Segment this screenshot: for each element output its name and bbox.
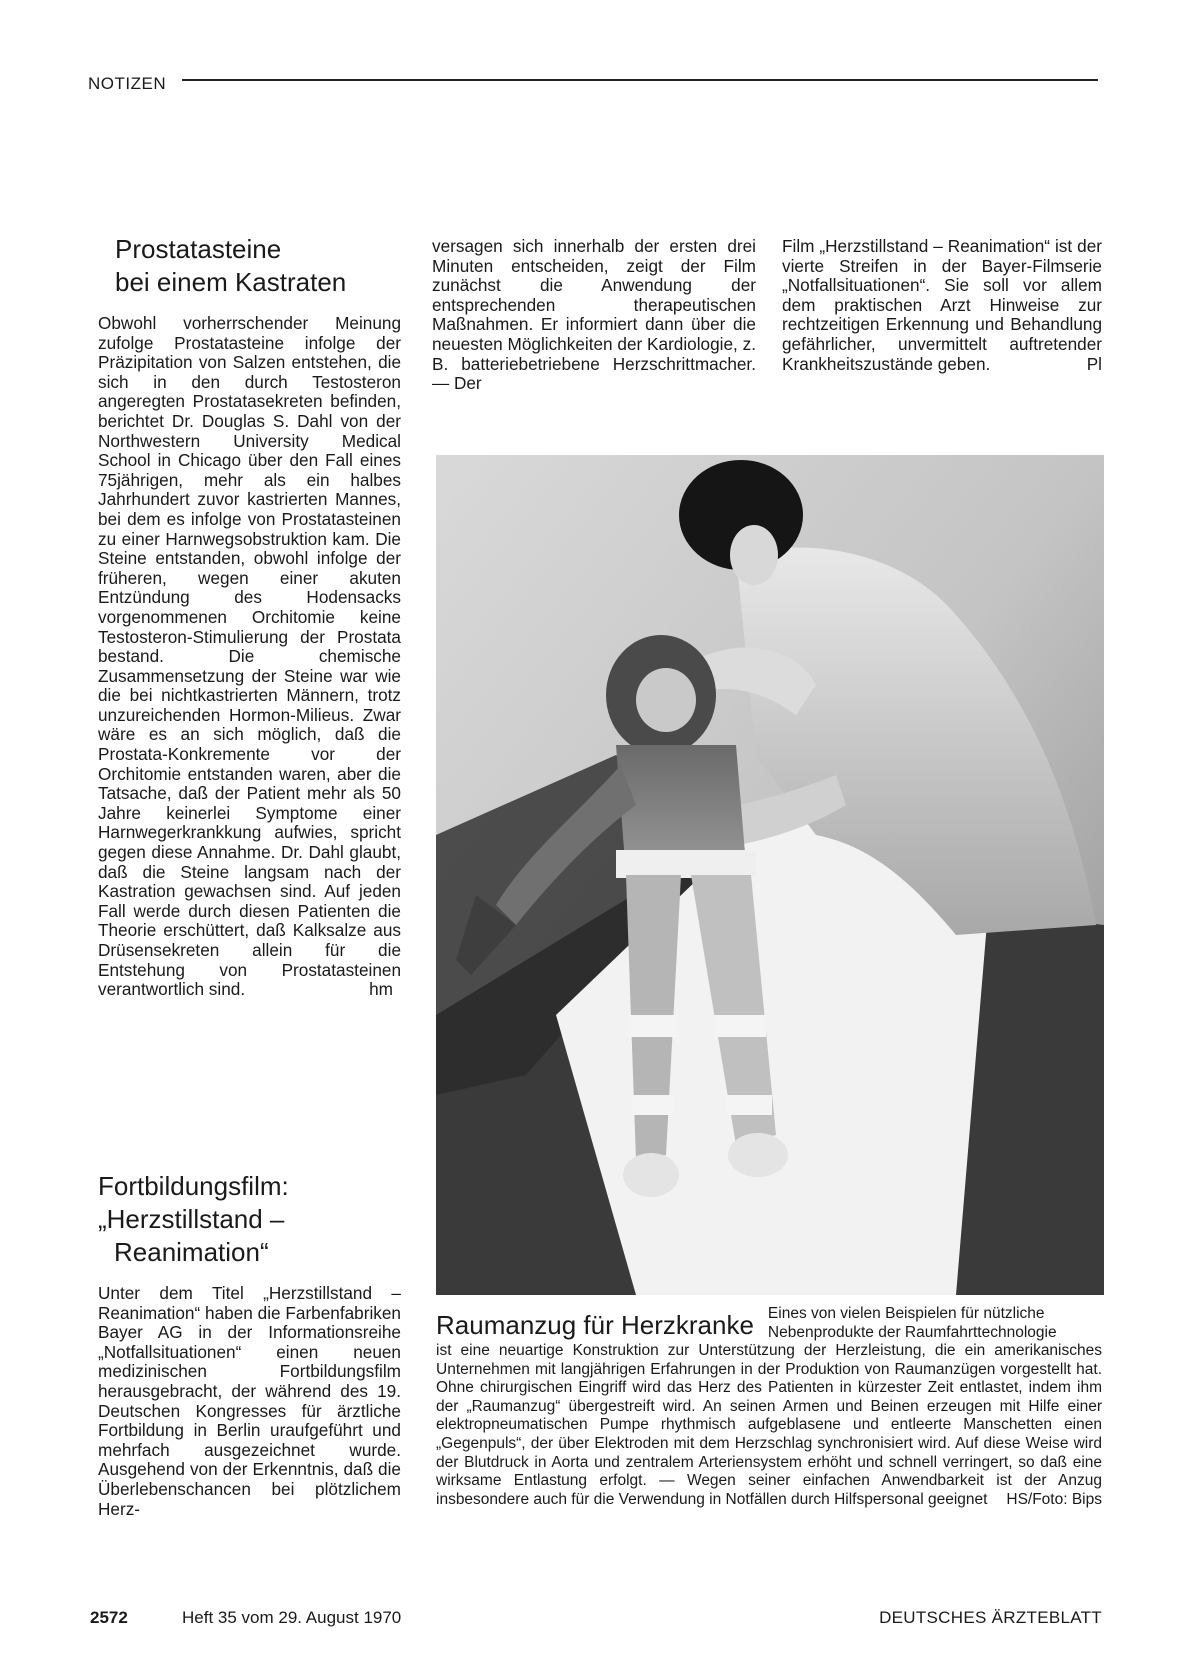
caption-lead: Eines von vielen Beispielen für nützliche Nebenprodukte der Raumfahrttechnologie [767,1305,1057,1341]
article2-body-col1 [98,1284,401,1519]
article2-title-line3: Reanimation“ [114,1237,269,1267]
caption-text-block [436,1342,1102,1509]
article2-body-col3 [782,237,1102,374]
article2-title-line2: „Herzstillstand – [98,1204,285,1234]
caption-text: ist eine neuartige Konstruktion zur Unterstützung der Herzleistung, die ein amerikanisches Unternehmen mit langjährigen Erfahrungen in der Produktion von Raumanzügen vorgestellt hat. Ohne chirurgischen Eingriff wird das Herz des Patienten in kürzester Zeit entlastet, indem ihm der „Raumanzug“ übergestreift wird. An seinen Armen und Beinen erzeugen mit Hilfe einer elektropneumatischen Pumpe rhythmisch aufgeblasene und entleerte Manschetten einen „Gegenpuls“, der über Elektroden mit dem Herzschlag synchronisiert wird. Auf diese Weise wird der Blutdruck in Aorta und zentralem Arteriensystem erhöht und schnell verringert, so daß eine wirksame Entlastung erfolgt. — Wegen seiner einfachen Anwendbarkeit ist der Anzug insbesondere auch für die Verwendung in Notfällen durch Hilfspersonal geeignet [436,1342,1102,1508]
article2-text-col2: versagen sich innerhalb der ersten drei Minuten entscheiden, zeigt der Film zunächst die Anwendung der entsprechenden therapeutischen Maßnahmen. Er informiert dann über die neuesten Möglichkeiten der Kardiologie, z. B. batteriebetriebene Herzschrittmacher. — Der [432,236,756,394]
article1-title-line1: Prostatasteine [115,234,282,264]
photo-credit: HS/Foto: Bips [1006,1490,1102,1508]
article1-text: Obwohl vorherrschender Meinung zufolge Prostatasteine infolge der Präzipitation von Salzen entstehen, die sich in den durch Testosteron angeregten Prostatasekreten befinden, berichtet Dr. Douglas S. Dahl von der Northwestern University Medical School in Chicago über den Fall eines 75jährigen, mehr als ein halbes Jahrhundert zuvor kastrierten Mannes, bei dem es infolge von Prostatasteinen zu einer Harnwegsobstruktion kam. Die Steine entstanden, obwohl infolge der früheren, wegen einer akuten Entzündung des Hodensacks vorgenommenen Orchitomie keine Testosteron-Stimulierung der Prostata bestand. Die chemische Zusammensetzung der Steine war wie die bei nichtkastrierten Männern, trotz unzureichenden Hormon-Milieus. Zwar wäre es an sich möglich, daß die Prostata-Konkremente vor der Orchitomie entstanden waren, aber die Tatsache, daß der Patient mehr als 50 Jahre keinerlei Symptome einer Harnwegerkrankkung aufwies, spricht gegen diese Annahme. Dr. Dahl glaubt, daß die Steine langsam nach der Kastration gewachsen sind. Auf jeden Fall werde durch diesen Patienten die Theorie erschüttert, daß Kalksalze aus Drüsensekreten allein für die Entstehung von Prostatasteinen verantwortlich sind. [98,313,401,1000]
caption-heading: Raumanzug für Herzkranke [436,1310,754,1340]
article1-title [115,233,346,299]
article2-text-col3: Film „Herzstillstand – Reanimation“ ist der vierte Streifen in der Bayer-Filmserie „Notfallsituationen“. Sie soll vor allem dem praktischen Arzt Hinweise zur rechtzeitigen Erkennung und Behandlung gefährlicher, unvermittelt auftretender Krankheitszustände geben. [782,236,1102,374]
article1-body [98,314,401,1000]
article1-signature: hm [369,979,393,1000]
article1-title-line2: bei einem Kastraten [115,267,347,297]
header-rule [182,79,1098,81]
article2-text-col1: Unter dem Titel „Herzstillstand – Reanimation“ haben die Farbenfabriken Bayer AG in der Informationsreihe „Notfallsituationen“ einen neuen medizinischen Fortbildungsfilm herausgebracht, der während des 19. Deutschen Kongresses für ärztliche Fortbildung in Berlin uraufgeführt und mehrfach ausgezeichnet wurde. Ausgehend von der Erkenntnis, daß die Überlebenschancen bei plötzlichem Herz- [98,1283,401,1519]
photo-caption [436,1304,1102,1509]
article2-title [98,1170,398,1269]
page-number: 2572 [90,1608,128,1627]
article2-title-line1: Fortbildungsfilm: [98,1171,289,1201]
issue-info: Heft 35 vom 29. August 1970 [182,1608,402,1627]
article2-body-col2 [432,237,756,394]
journal-name: DEUTSCHES ÄRZTEBLATT [879,1608,1102,1627]
spacesuit-photo [436,455,1104,1295]
photo-illustration [436,455,1104,1295]
section-label: NOTIZEN [88,74,167,93]
article2-signature: Pl [1086,353,1102,374]
